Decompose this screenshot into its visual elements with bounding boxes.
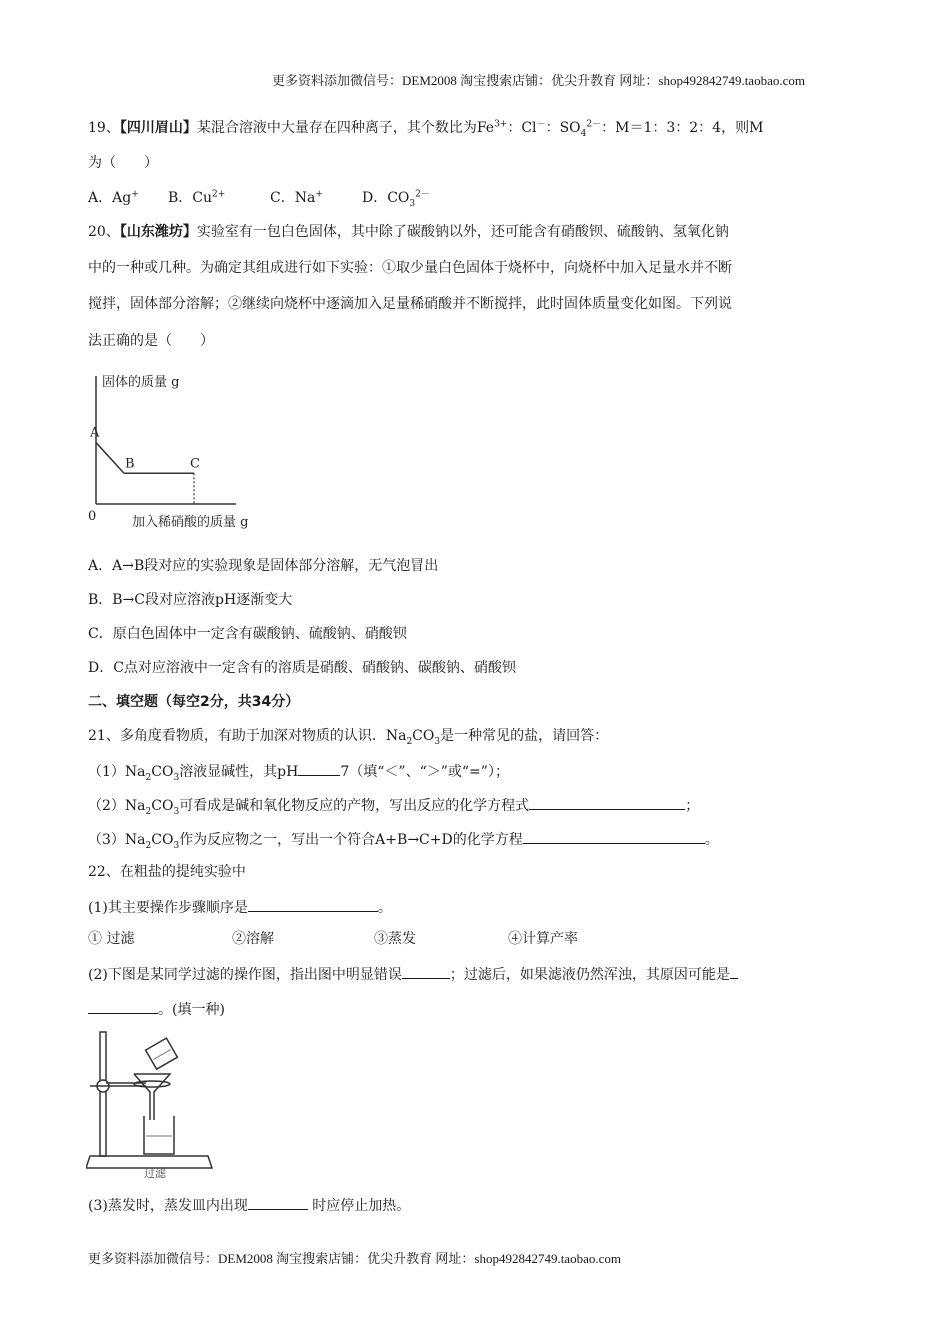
q21-ph-blank[interactable] bbox=[298, 760, 340, 776]
q20-line2: 中的一种或几种。为确定其组成进行如下实验：①取少量白色固体于烧杯中，向烧杯中加入足量水并不断 bbox=[88, 260, 732, 276]
q22-step-1: ① 过滤 bbox=[88, 931, 135, 947]
q22-order-blank[interactable] bbox=[248, 896, 378, 912]
page-header: 更多资料添加微信号：DEM2008 淘宝搜索店铺：优尖升教育 网址：shop492842749.taobao.com bbox=[272, 73, 805, 88]
stand-rod bbox=[100, 1032, 106, 1156]
q22-steps bbox=[88, 929, 578, 949]
q22-part1: (1)其主要操作步骤顺序是 。 bbox=[88, 896, 392, 918]
q22-part2-cont: 。(填一种) bbox=[88, 998, 225, 1020]
q20-source: 【山东潍坊】 bbox=[119, 224, 197, 240]
q20-option-c[interactable]: C．原白色固体中一定含有碳酸钠、硫酸钠、硝酸钡 bbox=[88, 626, 407, 642]
funnel-ring bbox=[134, 1081, 170, 1087]
q21-part3: $(3)Na_2CO_3$作为反应物之一，写出一个符合A+B→C+D的化学方程 。 bbox=[88, 828, 719, 850]
q19-option-a[interactable]: A．Ag+ bbox=[88, 189, 139, 206]
q20-stem: 20、【山东潍坊】实验室有一包白色固体，其中除了碳酸钠以外，还可能含有硝酸钡、硫酸钠、氢氧化钠 bbox=[88, 224, 729, 240]
q19-option-d[interactable]: D．$CO_3^{2-}$ bbox=[362, 189, 430, 209]
figure-caption: 过滤 bbox=[144, 1167, 166, 1178]
q22-stem: 22、在粗盐的提纯实验中 bbox=[88, 864, 246, 880]
q22-error-blank[interactable] bbox=[402, 963, 450, 979]
q22-step-3: ③蒸发 bbox=[374, 931, 416, 947]
page-footer: 更多资料添加微信号：DEM2008 淘宝搜索店铺：优尖升教育 网址：shop492842749.taobao.com bbox=[88, 1251, 621, 1266]
q20-option-a[interactable]: A．A→B段对应的实验现象是固体部分溶解，无气泡冒出 bbox=[88, 558, 439, 574]
q19-stem: 19、【四川眉山】某混合溶液中大量存在四种离子，其个数比为$Fe^{3+}$：Cl－：$SO_4^{2-}$：M＝1：3：2：4，则M bbox=[88, 119, 764, 139]
chart-ylabel: 固体的质量 g bbox=[102, 375, 180, 390]
q22-step-2: ②溶解 bbox=[232, 931, 274, 947]
q21-part1: $(1)Na_2CO_3$溶液显碱性，其pH 7（填“＜”、“＞”或“=”）； bbox=[88, 760, 509, 782]
receiving-beaker bbox=[144, 1116, 174, 1154]
q19-source: 【四川眉山】 bbox=[119, 120, 197, 136]
chart-xlabel: 加入稀硝酸的质量 g bbox=[132, 515, 249, 530]
q21-equation-blank-1[interactable] bbox=[529, 794, 685, 810]
filtration-apparatus-figure bbox=[86, 1028, 216, 1178]
chart-point-label-C: C bbox=[190, 456, 200, 472]
q20-option-d[interactable]: D．C点对应溶液中一定含有的溶质是硝酸、硝酸钠、碳酸钠、硝酸钡 bbox=[88, 660, 516, 676]
q22-reason-blank[interactable] bbox=[88, 998, 158, 1014]
q22-part3: (3)蒸发时，蒸发皿内出现 时应停止加热。 bbox=[88, 1194, 410, 1216]
q20-option-b[interactable]: B．B→C段对应溶液pH逐渐变大 bbox=[88, 592, 293, 608]
q19-option-c[interactable]: C．Na+ bbox=[270, 189, 323, 206]
chart-origin-label: 0 bbox=[88, 509, 97, 524]
q21-equation-blank-2[interactable] bbox=[523, 828, 705, 844]
q19-stem-cont: 为（ ） bbox=[88, 155, 158, 171]
pouring-beaker bbox=[146, 1038, 178, 1069]
q19-options bbox=[88, 188, 430, 208]
q22-evaporation-blank[interactable] bbox=[248, 1194, 308, 1210]
q19-option-b[interactable]: B．$Cu^{2+}$ bbox=[168, 189, 226, 206]
q21-stem: 21、多角度看物质，有助于加深对物质的认识．$Na_2CO_3$是一种常见的盐，请回答： bbox=[88, 728, 609, 747]
section-title: 二、填空题（每空2分，共34分） bbox=[88, 694, 300, 710]
q21-part2: $(2)Na_2CO_3$可看成是碱和氧化物反应的产物，写出反应的化学方程式 ； bbox=[88, 794, 699, 816]
q20-line3: 搅拌，固体部分溶解；②继续向烧杯中逐滴加入足量稀硝酸并不断搅拌，此时固体质量变化如图。下列说 bbox=[88, 296, 732, 312]
q20-mass-chart bbox=[86, 368, 286, 533]
chart-point-label-B: B bbox=[125, 456, 135, 472]
q22-reason-blank-start[interactable] bbox=[730, 963, 738, 979]
chart-point-label-A: A bbox=[90, 425, 100, 441]
q20-line4: 法正确的是（ ） bbox=[88, 333, 214, 349]
q22-part2: (2)下图是某同学过滤的操作图，指出图中明显错误 ；过滤后，如果滤液仍然浑浊，其原因可能是 bbox=[88, 963, 738, 985]
chart-segment-A-B bbox=[96, 443, 124, 474]
q22-step-4: ④计算产率 bbox=[508, 931, 578, 947]
